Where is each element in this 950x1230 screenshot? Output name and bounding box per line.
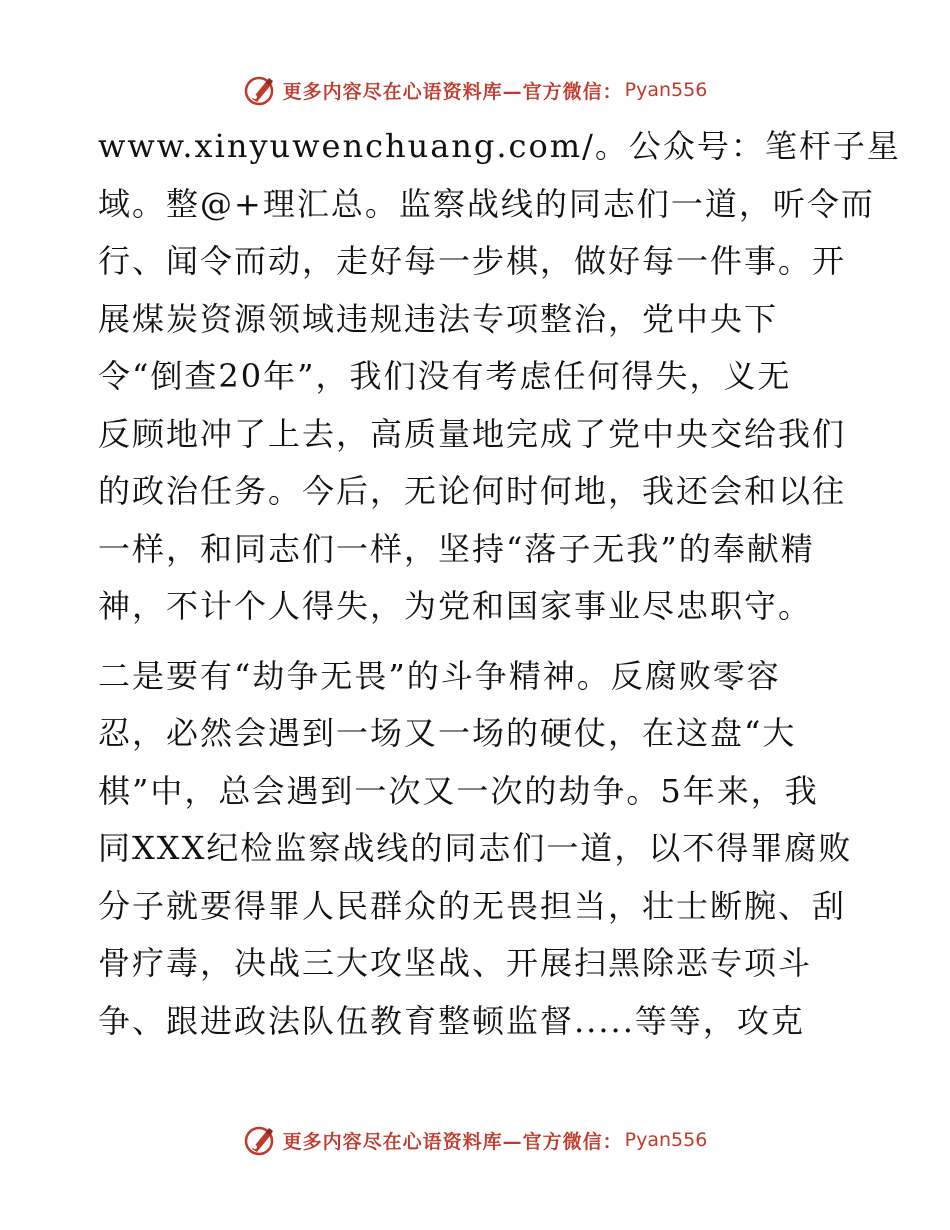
text-line: 争、跟进政法队伍教育整顿监督.....等等，攻克 [98,1001,805,1040]
pen-logo-icon [243,1123,277,1157]
paragraph-2 [98,648,858,1051]
text-line: 分子就要得罪人民群众的无畏担当，壮士断腕、刮 [98,886,847,925]
text-line: www.xinyuwenchuang.com/。公众号：笔杆子星 [98,127,901,165]
text-line: 二是要有“劫争无畏”的斗争精神。反腐败零容 [98,656,781,695]
text-line: 同XXX纪检监察战线的同志们一道，以不得罪腐败 [98,829,853,867]
banner-wechat-id: Pyan556 [624,1129,708,1151]
text-line: 令“倒查20年”，我们没有考虑任何得失，义无 [98,357,792,395]
text-line: 的政治任务。今后，无论何时何地，我还会和以往 [98,472,847,510]
banner-wechat-id: Pyan556 [624,79,708,101]
text-line: 反顾地冲了上去，高质量地完成了党中央交给我们 [98,414,847,453]
footer-banner [0,1120,950,1160]
text-line: 域。整@+理汇总。监察战线的同志们一道，听令而 [98,184,875,223]
text-line: 骨疗毒，决战三大攻坚战、开展扫黑除恶专项斗 [98,944,813,982]
document-body [98,118,901,1050]
paragraph-1 [98,118,901,636]
text-line: 神，不计个人得失，为党和国家事业尽忠职守。 [98,587,813,625]
paragraph-gap [98,636,858,648]
banner-text: 更多内容尽在心语资料库—官方微信： [282,1130,623,1153]
text-line: 行、闻令而动，走好每一步棋，做好每一件事。开 [98,242,847,280]
pen-logo-icon [243,73,277,107]
text-line: 一样，和同志们一样，坚持“落子无我”的奉献精 [98,529,815,568]
text-line: 展煤炭资源领域违规违法专项整治，党中央下 [98,299,779,338]
header-banner [0,70,950,110]
text-line: 忍，必然会遇到一场又一场的硬仗，在这盘“大 [98,714,797,752]
text-line: 棋”中，总会遇到一次又一次的劫争。5年来，我 [98,771,819,810]
banner-text: 更多内容尽在心语资料库—官方微信： [282,80,623,103]
